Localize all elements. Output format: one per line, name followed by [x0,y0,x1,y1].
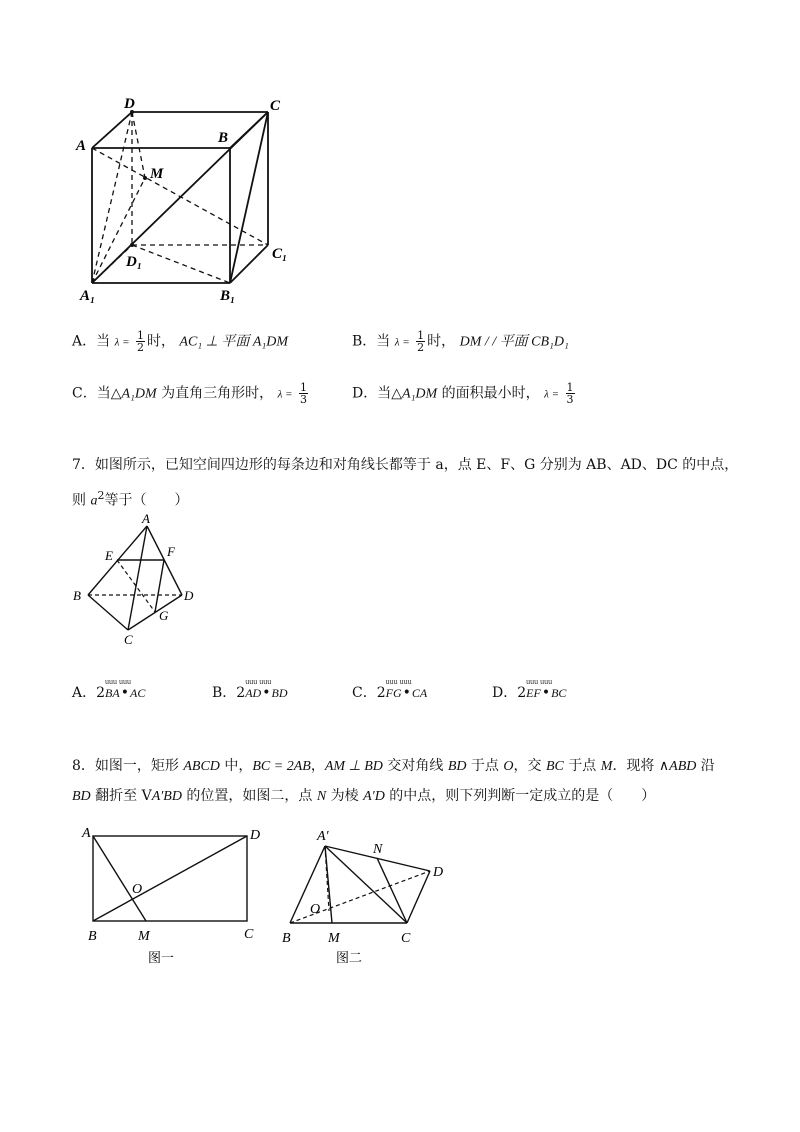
rect-label-D: D [250,828,261,843]
rect-label-B: B [88,929,97,944]
q7-option-a[interactable]: A．2 uuu uuu BA•AC [72,677,146,701]
q7-stem-line2: 则 $a^2$等于（ ） [72,489,189,509]
fold-label-C: C [401,931,411,946]
q6-option-a[interactable]: A．当 λ = $\frac{1}{2}$ 时， AC₁ ⊥ 平面 A₁DM [72,329,289,354]
cube-label-C1: C₁ [272,246,288,262]
tetrahedron-figure [70,508,210,648]
q7-option-d[interactable]: D．2 uuu uuu EF•BC [492,677,567,701]
fold-label-D: D [433,865,444,880]
rect-label-O: O [132,882,143,897]
q7-option-c[interactable]: C．2 uuu uuu FG•CA [352,677,428,701]
rect-label-C: C [244,927,254,942]
q7-option-b[interactable]: B．2 uuu uuu AD•BD [212,677,288,701]
cube-label-B: B [218,130,229,146]
rect-label-M: M [138,929,150,944]
rect-label-A: A [82,826,91,841]
tet-label-E: E [105,548,113,563]
folded-figure [280,822,470,967]
rectangle-figure [80,822,270,967]
q8-stem-line1: 8．如图一，矩形 ABCD 中，BC = 2AB，AM ⊥ BD 交对角线 BD 于点 O，交 BC 于点 M．现将 ∧ABD 沿 [72,758,715,774]
cube-label-A: A [76,138,87,154]
cube-label-D: D [124,96,135,112]
q8-stem-line2: BD 翻折至 VA′BD 的位置，如图二，点 N 为棱 A′D 的中点，则下列判断一定成立的是（ ） [72,788,656,804]
fig1-caption: 图一 [148,951,175,966]
fold-label-N: N [373,842,383,857]
q7-stem-line1: 7．如图所示，已知空间四边形的每条边和对角线长都等于 a，点 E、F、G 分别为 AB、AD、DC 的中点， [72,457,739,473]
tet-label-D: D [184,588,194,603]
cube-label-M: M [150,166,164,182]
fig2-caption: 图二 [336,951,363,966]
q6-option-d[interactable]: D．当△A₁DM 的面积最小时， λ = $\frac{1}{3}$ [352,381,574,406]
tet-label-B: B [73,588,81,603]
fold-label-M: M [328,931,340,946]
fold-label-A-prime: A′ [317,829,329,844]
q6-option-b[interactable]: B．当 λ = $\frac{1}{2}$ 时， DM / / 平面 CB₁D₁ [352,329,569,354]
cube-label-A1: A₁ [80,288,96,304]
fold-label-O: O [310,902,321,917]
q6-option-c[interactable]: C．当△A₁DM 为直角三角形时， λ = $\frac{1}{3}$ [72,381,307,406]
fold-label-B: B [282,931,291,946]
tet-label-F: F [167,544,175,559]
cube-label-C: C [270,98,281,114]
cube-label-B1: B₁ [220,288,236,304]
cube-figure [70,90,310,305]
cube-label-D1: D₁ [126,254,143,270]
tet-label-A: A [142,511,150,526]
tet-label-C: C [124,632,133,647]
tet-label-G: G [159,608,169,623]
